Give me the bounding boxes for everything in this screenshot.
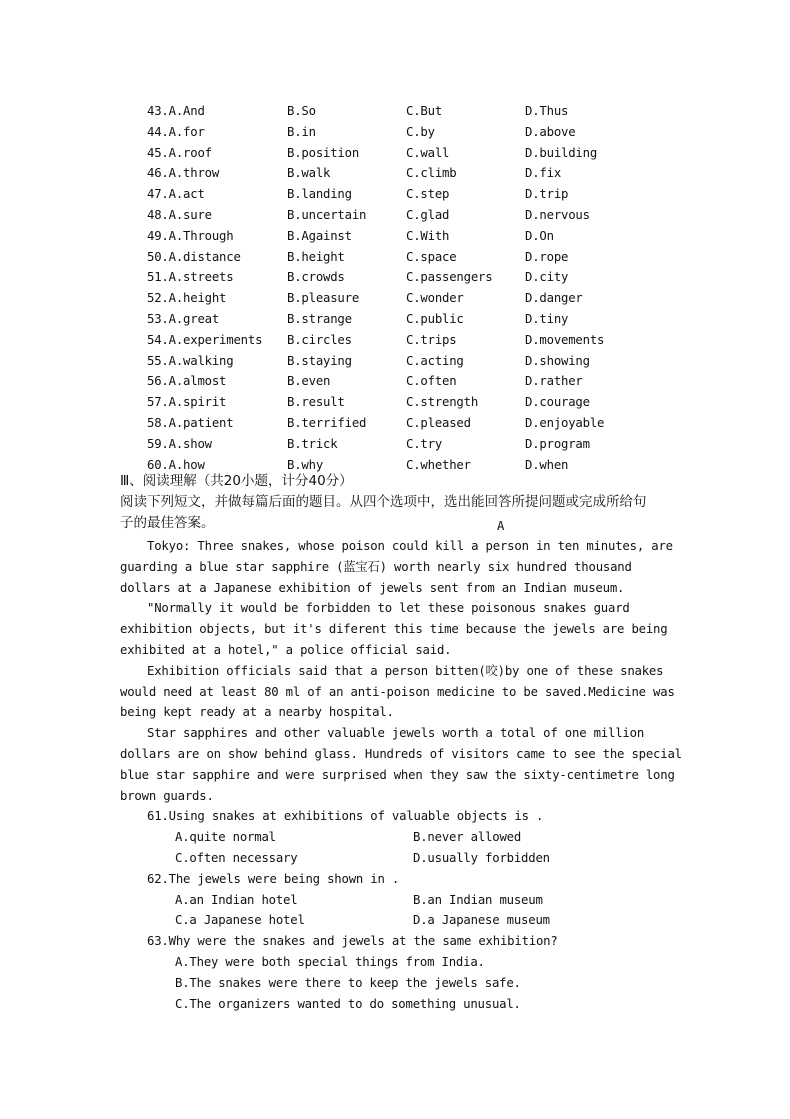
- option-a: A.show: [168, 436, 212, 451]
- option-d: D.enjoyable: [525, 415, 605, 430]
- option-c: C.passengers: [406, 270, 493, 285]
- option-d: D.danger: [525, 291, 583, 306]
- section-instructions: [120, 492, 680, 534]
- option-b: B.height: [287, 249, 345, 264]
- answer-option: B.never allowed: [413, 829, 522, 844]
- passage-line: blue star sapphire and were surprised when they saw the sixty-centimetre long: [120, 767, 675, 782]
- option-d: D.movements: [525, 332, 605, 347]
- option-c: C.strength: [406, 395, 479, 410]
- question-number-and-option-a: [147, 351, 233, 372]
- option-b: B.staying: [287, 353, 352, 368]
- option-row: [120, 994, 680, 1015]
- passage-line: exhibited at a hotel," a police official said.: [120, 642, 452, 657]
- question-number: 54.: [147, 332, 169, 347]
- option-b: B.in: [287, 124, 316, 139]
- question-number: 44.: [147, 124, 169, 139]
- question-stem: 63.Why were the snakes and jewels at the same exhibition?: [147, 934, 558, 949]
- question-number-and-option-a: [147, 434, 212, 455]
- answer-option: D.usually forbidden: [413, 850, 550, 865]
- option-d: D.fix: [525, 166, 562, 181]
- option-b: B.landing: [287, 187, 352, 202]
- option-a: A.spirit: [168, 395, 227, 410]
- option-b: B.walk: [287, 166, 331, 181]
- option-a: A.streets: [168, 270, 234, 285]
- answer-option: B.The snakes were there to keep the jewels safe.: [175, 976, 521, 991]
- option-c: C.glad: [406, 207, 450, 222]
- option-row: [120, 848, 680, 869]
- option-d: D.courage: [525, 395, 590, 410]
- option-b: B.crowds: [287, 270, 345, 285]
- question-number-and-option-a: [147, 122, 205, 143]
- passage-line: Star sapphires and other valuable jewels worth a total of one million: [147, 726, 645, 741]
- instruction-line: 子的最佳答案。: [120, 515, 215, 531]
- choice-row: [147, 434, 707, 455]
- choice-row: [147, 101, 707, 122]
- option-b: B.uncertain: [287, 207, 367, 222]
- reading-passage: [120, 536, 680, 806]
- question-number: 59.: [147, 436, 169, 451]
- option-d: D.rope: [525, 249, 569, 264]
- option-c: C.wall: [406, 145, 450, 160]
- option-a: A.experiments: [168, 332, 263, 347]
- option-a: A.act: [168, 187, 205, 202]
- question-number: 51.: [147, 270, 169, 285]
- option-d: D.tiny: [525, 311, 569, 326]
- passage-line: Exhibition officials said that a person bitten(咬)by one of these snakes: [147, 663, 664, 678]
- choice-row: [147, 371, 707, 392]
- answer-option: B.an Indian museum: [413, 892, 543, 907]
- choice-row: [147, 247, 707, 268]
- option-row: [120, 910, 680, 931]
- choice-row: [147, 143, 707, 164]
- section-heading: Ⅲ、阅读理解（共20小题，计分40分）: [120, 473, 353, 489]
- option-c: C.With: [406, 228, 450, 243]
- option-d: D.above: [525, 124, 576, 139]
- option-c: C.public: [406, 311, 464, 326]
- question-number-and-option-a: [147, 309, 219, 330]
- question-number: 58.: [147, 415, 169, 430]
- option-b: B.terrified: [287, 415, 367, 430]
- option-d: D.nervous: [525, 207, 590, 222]
- question-number-and-option-a: [147, 163, 219, 184]
- option-a: A.patient: [168, 415, 234, 430]
- option-b: B.circles: [287, 332, 352, 347]
- option-a: A.height: [168, 291, 227, 306]
- question-number: 60.: [147, 457, 169, 472]
- option-a: A.for: [168, 124, 205, 139]
- question-number: 52.: [147, 291, 169, 306]
- question-number-and-option-a: [147, 101, 205, 122]
- instruction-line: 阅读下列短文，并做每篇后面的题目。从四个选项中，选出能回答所提问题或完成所给句: [120, 494, 647, 510]
- option-c: C.often: [406, 374, 457, 389]
- option-a: A.distance: [168, 249, 241, 264]
- question-number: 57.: [147, 395, 169, 410]
- question-number: 56.: [147, 374, 169, 389]
- option-row: [120, 827, 680, 848]
- option-c: C.But: [406, 104, 443, 118]
- question-number-and-option-a: [147, 247, 241, 268]
- answer-option: A.an Indian hotel: [175, 892, 298, 907]
- choice-row: [147, 309, 707, 330]
- option-c: C.climb: [406, 166, 457, 181]
- option-b: B.So: [287, 104, 316, 118]
- passage-line: guarding a blue star sapphire (蓝宝石) worth nearly six hundred thousand: [120, 559, 632, 574]
- question-number-and-option-a: [147, 205, 212, 226]
- option-row: [120, 973, 680, 994]
- option-a: A.throw: [168, 166, 220, 181]
- option-d: D.city: [525, 270, 569, 285]
- option-d: D.when: [525, 457, 569, 472]
- option-b: B.pleasure: [287, 291, 360, 306]
- answer-option: C.often necessary: [175, 850, 298, 865]
- question-number-and-option-a: [147, 226, 233, 247]
- option-b: B.even: [287, 374, 331, 389]
- choice-row: [147, 226, 707, 247]
- question-number: 46.: [147, 166, 169, 181]
- question-number: 43.: [147, 104, 169, 118]
- option-b: B.result: [287, 395, 345, 410]
- answer-option: C.The organizers wanted to do something unusual.: [175, 997, 521, 1012]
- question-number: 47.: [147, 187, 169, 202]
- choice-row: [147, 267, 707, 288]
- question-number: 53.: [147, 311, 169, 326]
- question-number: 49.: [147, 228, 169, 243]
- choice-row: [147, 330, 707, 351]
- question-stem: 61.Using snakes at exhibitions of valuable objects is .: [147, 809, 544, 823]
- passage-line: dollars are on show behind glass. Hundreds of visitors came to see the special: [120, 746, 682, 761]
- question-number-and-option-a: [147, 392, 226, 413]
- answer-option: A.quite normal: [175, 829, 276, 844]
- question-number-and-option-a: [147, 371, 226, 392]
- question-stem: 62.The jewels were being shown in .: [147, 871, 400, 886]
- choice-row: [147, 122, 707, 143]
- choice-row: [147, 163, 707, 184]
- answer-option: A.They were both special things from India.: [175, 955, 485, 970]
- option-a: A.Through: [168, 228, 234, 243]
- option-a: A.great: [168, 311, 220, 326]
- option-d: D.On: [525, 228, 554, 243]
- option-a: A.roof: [168, 145, 212, 160]
- choice-row: [147, 413, 707, 434]
- question-number-and-option-a: [147, 413, 233, 434]
- answer-option: D.a Japanese museum: [413, 913, 550, 928]
- option-d: D.Thus: [525, 104, 569, 118]
- option-b: B.trick: [287, 436, 338, 451]
- passage-line: would need at least 80 ml of an anti-poison medicine to be saved.Medicine was: [120, 684, 675, 699]
- question-number-and-option-a: [147, 288, 226, 309]
- passage-line: dollars at a Japanese exhibition of jewels sent from an Indian museum.: [120, 580, 625, 595]
- passage-line: "Normally it would be forbidden to let these poisonous snakes guard: [147, 601, 630, 616]
- option-c: C.whether: [406, 457, 471, 472]
- option-b: B.position: [287, 145, 360, 160]
- choice-row: [147, 351, 707, 372]
- option-d: D.trip: [525, 187, 569, 202]
- question-number-and-option-a: [147, 330, 262, 351]
- option-b: B.why: [287, 457, 324, 472]
- passage-line: exhibition objects, but it's diferent this time because the jewels are being: [120, 622, 668, 637]
- question-number: 48.: [147, 207, 169, 222]
- question-number-and-option-a: [147, 143, 212, 164]
- option-c: C.trips: [406, 332, 457, 347]
- question-number: 50.: [147, 249, 169, 264]
- choice-row: [147, 288, 707, 309]
- option-d: D.program: [525, 436, 590, 451]
- answer-option: C.a Japanese hotel: [175, 913, 305, 928]
- passage-line: brown guards.: [120, 788, 214, 803]
- choice-row: [147, 205, 707, 226]
- question-number: 45.: [147, 145, 169, 160]
- option-a: A.And: [168, 104, 205, 118]
- option-b: B.Against: [287, 228, 352, 243]
- option-row: [120, 952, 680, 973]
- question-number-and-option-a: [147, 267, 233, 288]
- option-a: A.walking: [168, 353, 234, 368]
- choice-row: [147, 392, 707, 413]
- option-c: C.acting: [406, 353, 464, 368]
- option-c: C.try: [406, 436, 443, 451]
- option-c: C.wonder: [406, 291, 464, 306]
- choice-row: [147, 184, 707, 205]
- option-c: C.space: [406, 249, 457, 264]
- passage-line: Tokyo: Three snakes, whose poison could kill a person in ten minutes, are: [147, 539, 673, 553]
- option-b: B.strange: [287, 311, 352, 326]
- option-c: C.step: [406, 187, 450, 202]
- option-a: A.how: [168, 457, 205, 472]
- option-d: D.building: [525, 145, 598, 160]
- passage-label: A: [497, 519, 505, 533]
- passage-line: being kept ready at a nearby hospital.: [120, 705, 394, 720]
- option-d: D.rather: [525, 374, 583, 389]
- option-c: C.pleased: [406, 415, 471, 430]
- option-c: C.by: [406, 124, 435, 139]
- question-number-and-option-a: [147, 184, 205, 205]
- option-a: A.sure: [168, 207, 212, 222]
- question-list: [120, 806, 680, 1015]
- option-a: A.almost: [168, 374, 227, 389]
- option-d: D.showing: [525, 353, 590, 368]
- question-number: 55.: [147, 353, 169, 368]
- cloze-choice-list: [147, 101, 707, 475]
- option-row: [120, 890, 680, 911]
